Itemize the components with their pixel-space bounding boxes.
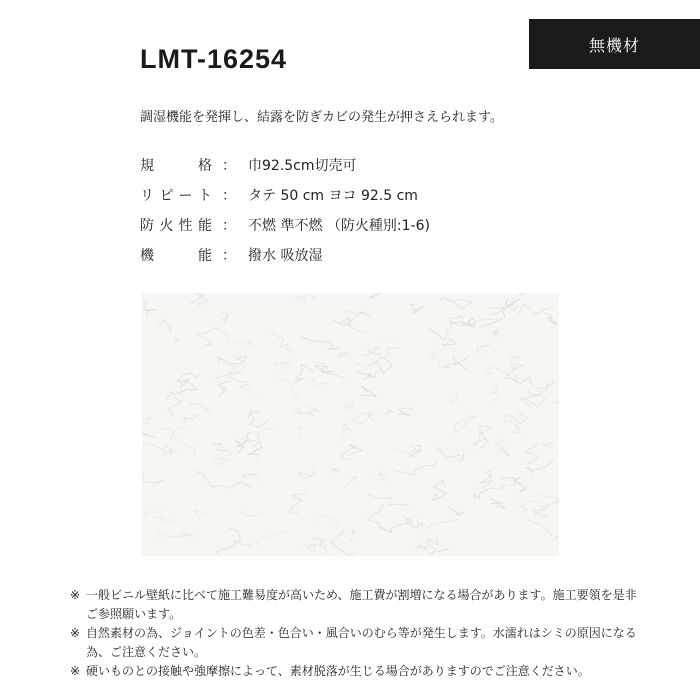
spec-colon: ： [222, 248, 236, 264]
notes [70, 586, 640, 681]
spec-colon: ： [222, 158, 236, 174]
spec-row-size [140, 150, 430, 180]
wallpaper-swatch-image [142, 293, 559, 556]
swatch-texture [142, 293, 559, 556]
note-mark: ※ [70, 626, 81, 640]
spec-label: 機能 [140, 248, 212, 264]
note-item [70, 586, 640, 624]
spec-row-fire-rating [140, 210, 430, 240]
note-text: 自然素材の為、ジョイントの色差・色合い・風合いのむら等が発生します。水濡れはシミの原因になる為、ご注意ください。 [86, 626, 637, 659]
spec-row-function [140, 240, 430, 270]
material-badge [529, 19, 700, 69]
spec-label: 防火性能 [140, 218, 212, 234]
spec-row-repeat [140, 180, 430, 210]
spec-colon: ： [222, 188, 236, 204]
note-item [70, 662, 640, 681]
spec-value: 巾92.5cm切売可 [248, 158, 357, 174]
note-text: 一般ビニル壁紙に比べて施工難易度が高いため、施工費が割増になる場合があります。施工要領を是非ご参照願います。 [86, 588, 637, 621]
spec-value: 撥水 吸放湿 [248, 248, 323, 264]
spec-table [140, 150, 430, 270]
note-mark: ※ [70, 664, 81, 678]
spec-value: タテ 50 cm ヨコ 92.5 cm [248, 188, 418, 204]
product-code: LMT-16254 [140, 44, 288, 74]
material-badge-label: 無機材 [588, 35, 640, 55]
spec-colon: ： [222, 218, 236, 234]
spec-value: 不燃 準不燃 （防火種別:1-6) [248, 218, 430, 234]
note-mark: ※ [70, 588, 81, 602]
spec-label: 規格 [140, 158, 212, 174]
note-item [70, 624, 640, 662]
note-text: 硬いものとの接触や強摩擦によって、素材脱落が生じる場合がありますのでご注意ください。 [86, 664, 590, 678]
spec-label: リピート [140, 188, 212, 204]
product-description: 調湿機能を発揮し、結露を防ぎカビの発生が押さえられます。 [140, 110, 503, 125]
